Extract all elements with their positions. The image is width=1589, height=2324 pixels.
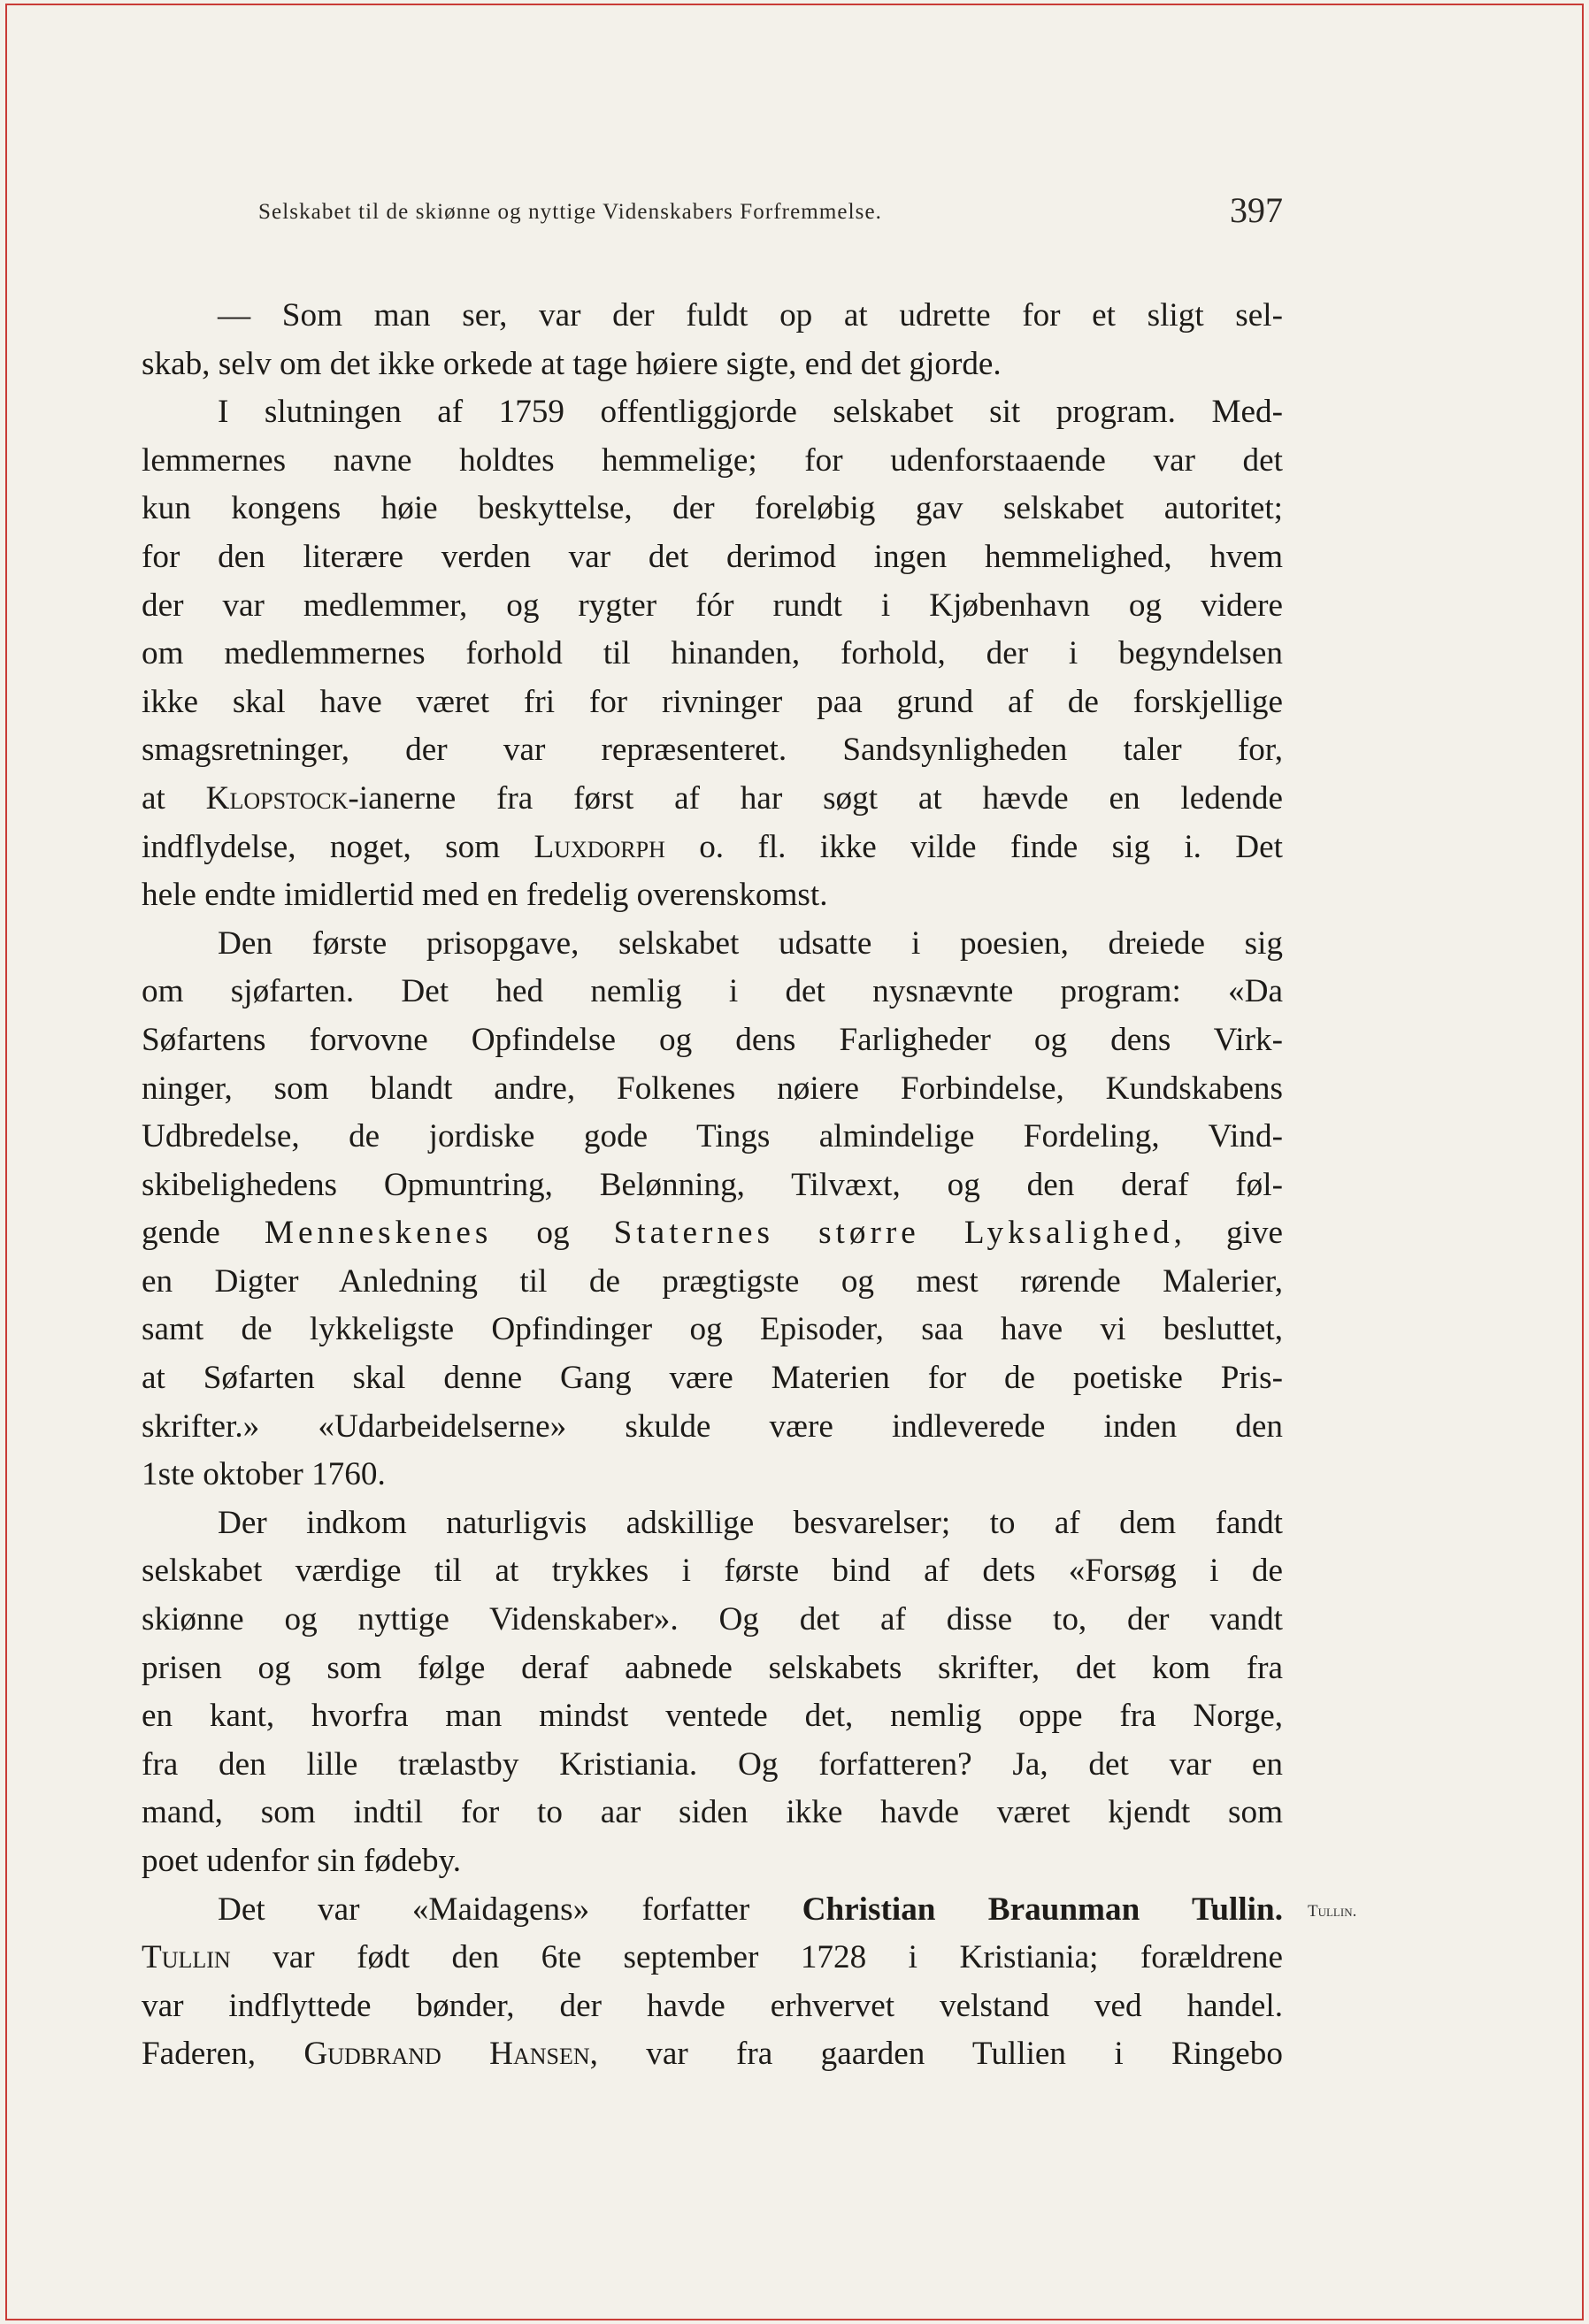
text-line: der var medlemmer, og rygter fór rundt i Kjøbenhavn og videre	[142, 587, 1283, 624]
text-line: skrifter.» «Udarbeidelserne» skulde være indleverede inden den	[142, 1407, 1283, 1445]
text-line: samt de lykkeligste Opfindinger og Episoder, saa have vi besluttet,	[142, 1311, 1283, 1348]
spaced-word: større	[818, 1215, 920, 1252]
small-caps-name: Gudbrand Hansen	[303, 2036, 590, 2073]
text-line: for den literære verden var det derimod ingen hemmelighed, hvem	[142, 538, 1283, 575]
text-line: I slutningen af 1759 offentliggjorde selskabet sit program. Med-	[218, 394, 1283, 431]
text-line: Den første prisopgave, selskabet udsatte i poesien, dreiede sig	[218, 924, 1283, 962]
text-line	[142, 775, 1283, 824]
text-line: mand, som indtil for to aar siden ikke havde været kjendt som	[142, 1794, 1283, 1831]
text-line: ninger, som blandt andre, Folkenes nøiere Forbindelse, Kundskabens	[142, 1070, 1283, 1107]
text-line: ikke skal have været fri for rivninger paa grund af de forskjellige	[142, 683, 1283, 720]
text-run: -ianerne fra først af har søgt at hævde en ledende	[348, 779, 1283, 817]
text-run	[920, 1215, 964, 1251]
text-run: at	[142, 779, 206, 817]
spaced-word: Menneskenes	[264, 1215, 493, 1252]
text-line: 1ste oktober 1760.	[142, 1456, 386, 1493]
running-title: Selskabet til de skiønne og nyttige Videnskabers Forfremmelse.	[258, 200, 883, 224]
text-line: fra den lille trælastby Kristiania. Og forfatteren? Ja, det var en	[142, 1745, 1283, 1783]
spaced-word: Lyksalighed	[963, 1215, 1174, 1252]
text-line	[142, 2030, 1283, 2079]
text-line: om medlemmernes forhold til hinanden, forhold, der i begyndelsen	[142, 635, 1283, 672]
text-run: indflydelse, noget, som	[142, 828, 534, 865]
text-run: Det var «Maidagens» forfatter	[218, 1891, 802, 1928]
text-line: — Som man ser, var der fuldt op at udrette for et sligt sel-	[218, 297, 1283, 334]
text-run: gende	[142, 1215, 265, 1252]
text-line	[142, 1209, 1283, 1258]
spaced-word: Staternes	[613, 1215, 774, 1252]
text-line: skiønne og nyttige Videnskaber». Og det af disse to, der vandt	[142, 1601, 1283, 1638]
text-line: var indflyttede bønder, der havde erhvervet velstand ved handel.	[142, 1987, 1283, 2024]
text-line: en Digter Anledning til de prægtigste og mest rørende Malerier,	[142, 1262, 1283, 1300]
text-line: hele endte imidlertid med en fredelig overenskomst.	[142, 877, 828, 914]
text-run	[774, 1215, 818, 1251]
small-caps-name: Luxdorph	[534, 828, 665, 865]
text-line: selskabet værdige til at trykkes i første bind af dets «Forsøg i de	[142, 1553, 1283, 1590]
text-line	[142, 1934, 1283, 1983]
text-line: lemmernes navne holdtes hemmelige; for udenforstaaende var det	[142, 441, 1283, 479]
text-run: o. fl. ikke vilde finde sig i. Det	[664, 828, 1283, 865]
text-run: , var fra gaarden Tullien i Ringebo	[589, 2036, 1283, 2073]
text-line: smagsretninger, der var repræsenteret. Sandsynligheden taler for,	[142, 732, 1283, 769]
body-text	[142, 292, 1283, 2079]
text-run: var født den 6te september 1728 i Kristiania; forældrene	[230, 1939, 1283, 1976]
text-line: kun kongens høie beskyttelse, der foreløbig gav selskabet autoritet;	[142, 490, 1283, 527]
page-number: 397	[1230, 190, 1283, 230]
text-line: Udbredelse, de jordiske gode Tings almindelige Fordeling, Vind-	[142, 1118, 1283, 1155]
text-line	[142, 824, 1283, 872]
text-line: at Søfarten skal denne Gang være Materien for de poetiske Pris-	[142, 1360, 1283, 1397]
bold-name: Christian Braunman Tullin.	[802, 1891, 1283, 1928]
text-line: poet udenfor sin fødeby.	[142, 1843, 462, 1879]
text-line: Søfartens forvovne Opfindelse og dens Farligheder og dens Virk-	[142, 1021, 1283, 1058]
text-run: , give	[1173, 1215, 1284, 1252]
margin-note: Tullin.	[1308, 1901, 1357, 1921]
text-line	[142, 1886, 1283, 1935]
text-line: Der indkom naturligvis adskillige besvarelser; to af dem fandt	[218, 1504, 1283, 1541]
small-caps-name: Tullin	[142, 1939, 231, 1976]
page-header	[142, 190, 1283, 248]
text-line: skibelighedens Opmuntring, Belønning, Tilvæxt, og den deraf føl-	[142, 1166, 1283, 1203]
text-line: om sjøfarten. Det hed nemlig i det nysnævnte program: «Da	[142, 973, 1283, 1010]
text-line: en kant, hvorfra man mindst ventede det, nemlig oppe fra Norge,	[142, 1698, 1283, 1735]
text-line: skab, selv om det ikke orkede at tage høiere sigte, end det gjorde.	[142, 345, 1002, 382]
text-line: prisen og som følge deraf aabnede selskabets skrifter, det kom fra	[142, 1649, 1283, 1686]
small-caps-name: Klopstock	[205, 779, 349, 817]
text-run: og	[492, 1215, 614, 1252]
book-page	[142, 190, 1284, 2079]
text-run: Faderen,	[142, 2036, 304, 2073]
